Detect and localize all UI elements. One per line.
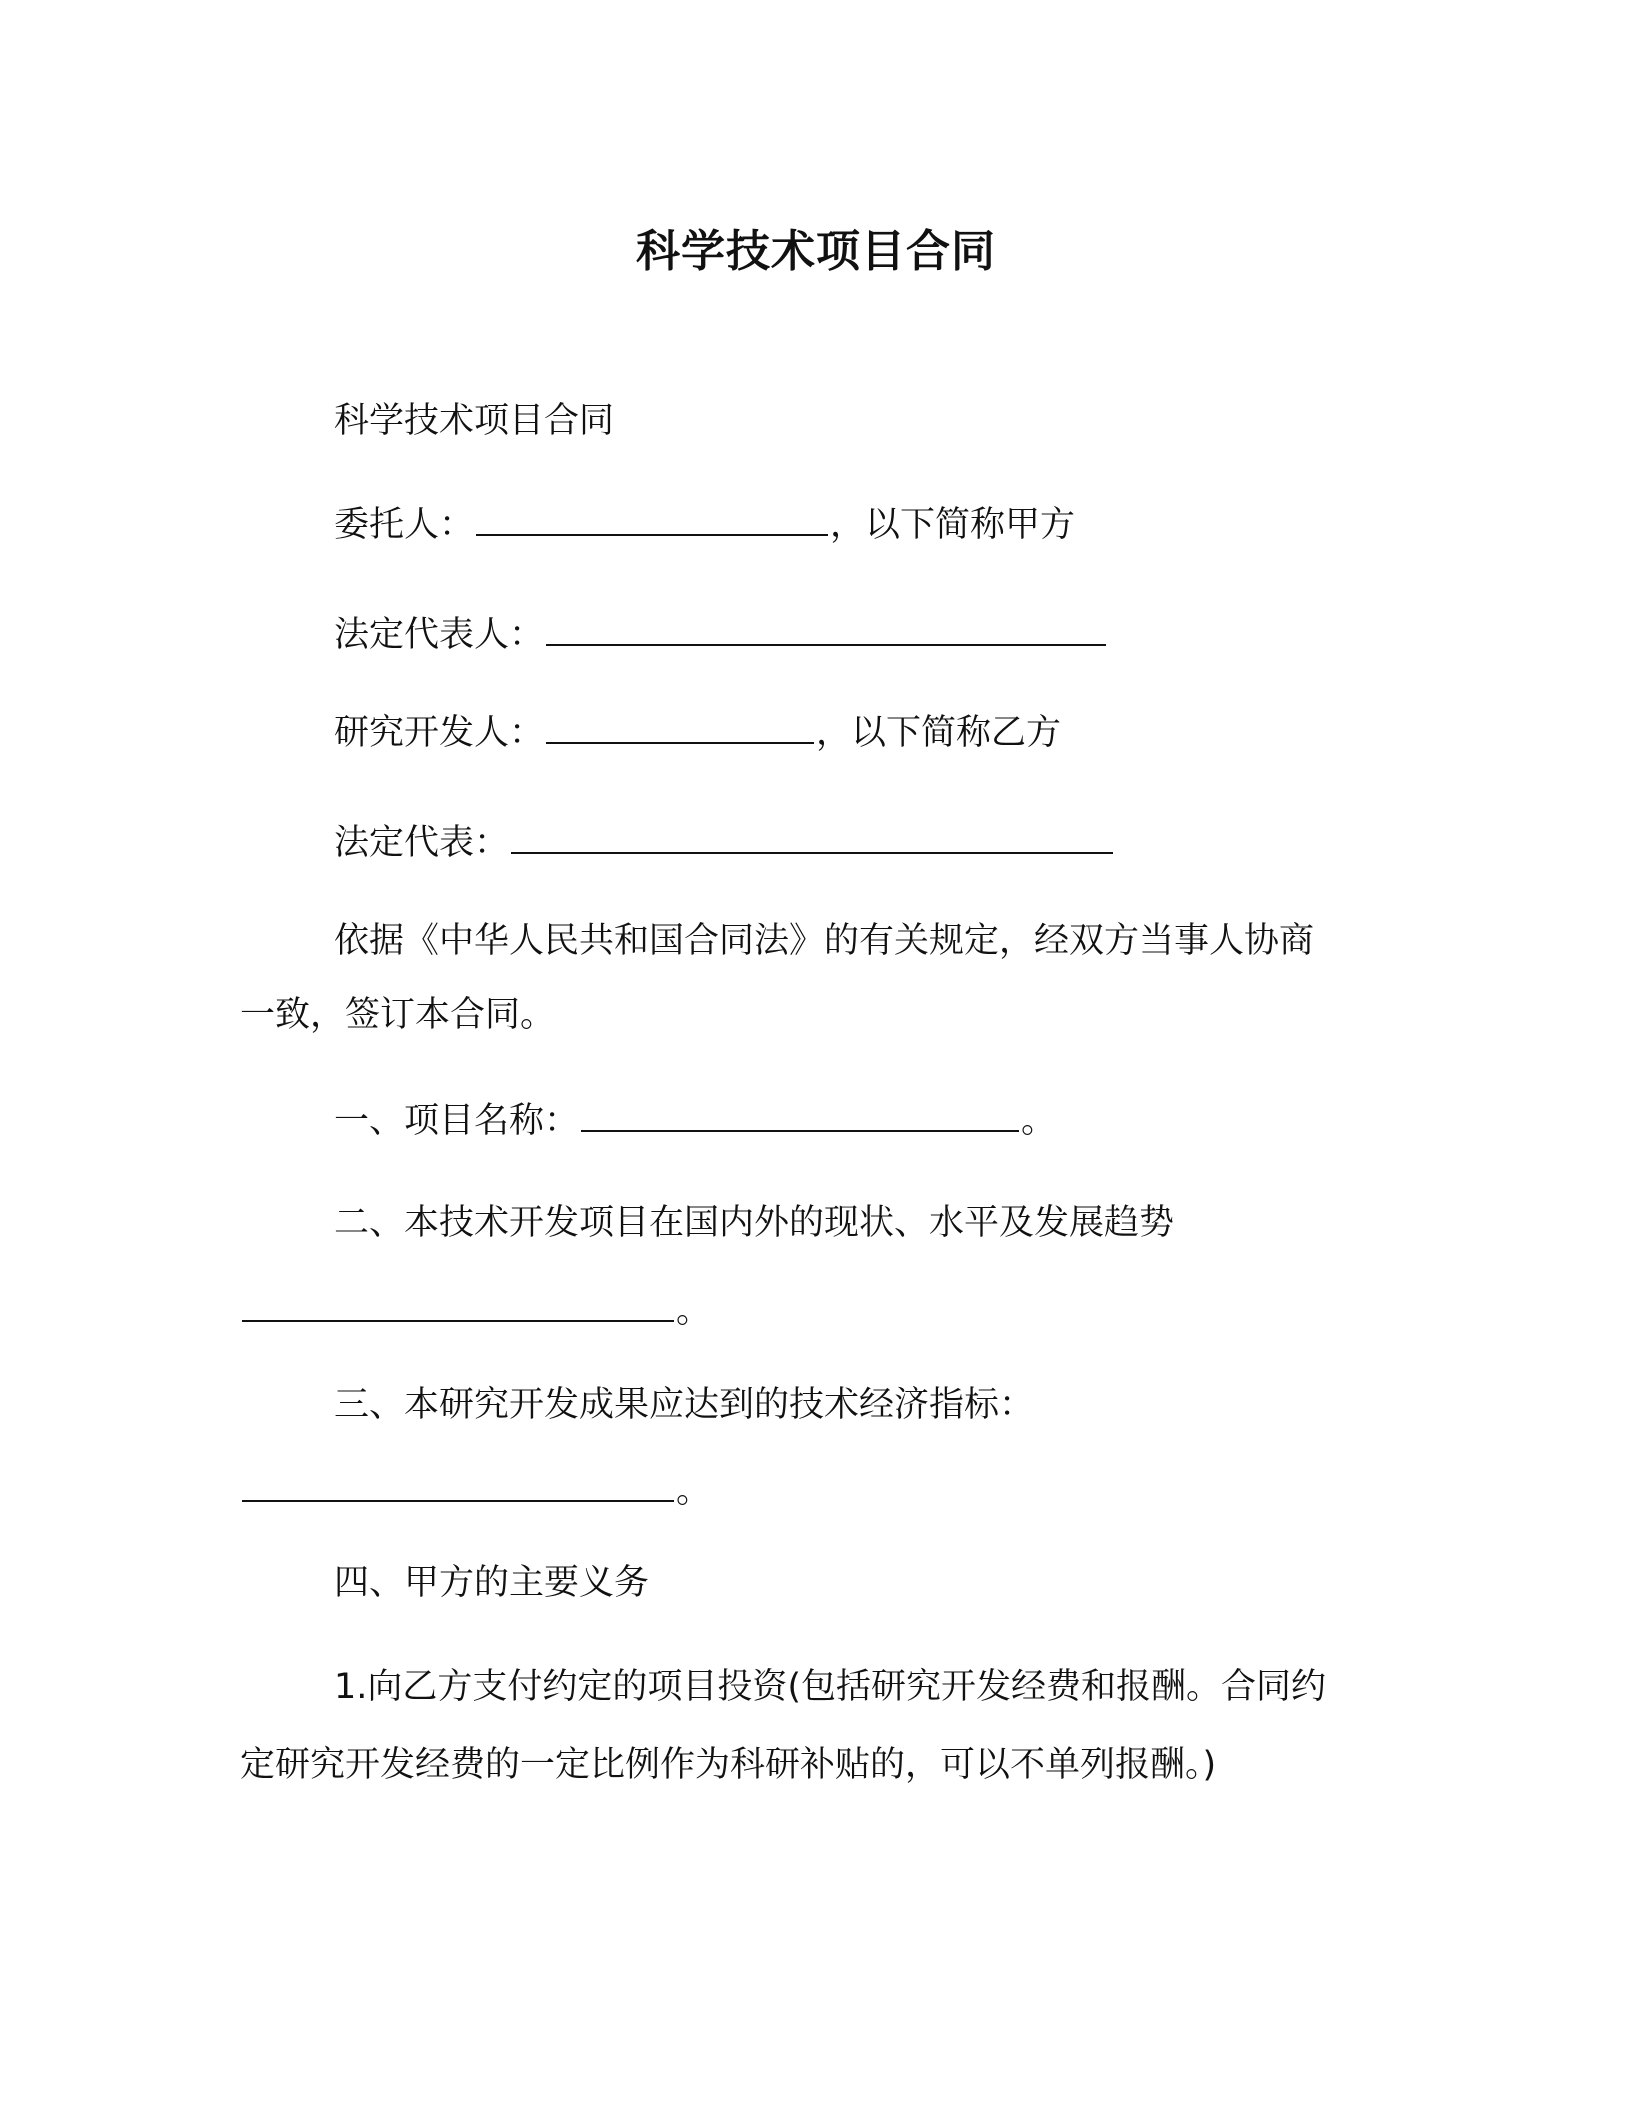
client-suffix: ，以下简称甲方 <box>830 505 1076 545</box>
developer-rep-label: 法定代表： <box>334 823 510 863</box>
developer-line <box>334 708 1061 758</box>
item3-answer-line <box>240 1466 711 1516</box>
item4-heading: 四、甲方的主要义务 <box>334 1563 650 1603</box>
duty1-line-1: 1.向乙方支付约定的项目投资(包括研究开发经费和报酬。合同约 <box>334 1667 1327 1707</box>
item1-line <box>334 1096 1056 1146</box>
basis-line-1: 依据《中华人民共和国合同法》的有关规定，经双方当事人协商 <box>334 921 1315 961</box>
client-rep-label: 法定代表人： <box>334 615 545 655</box>
client-blank[interactable] <box>476 504 828 536</box>
document-title: 科学技术项目合同 <box>636 226 996 277</box>
item1-end: 。 <box>1021 1101 1057 1141</box>
document-subtitle: 科学技术项目合同 <box>334 401 615 441</box>
client-line <box>334 500 1075 550</box>
item3-label: 三、本研究开发成果应达到的技术经济指标： <box>334 1385 1035 1425</box>
developer-blank[interactable] <box>546 712 814 744</box>
developer-label: 研究开发人： <box>334 713 545 753</box>
item2-end: 。 <box>676 1291 712 1331</box>
client-label: 委托人： <box>334 505 475 545</box>
developer-suffix: ，以下简称乙方 <box>816 713 1062 753</box>
item3-blank[interactable] <box>242 1470 674 1502</box>
item1-label: 一、项目名称： <box>334 1101 580 1141</box>
client-rep-blank[interactable] <box>546 614 1106 646</box>
item2-label: 二、本技术开发项目在国内外的现状、水平及发展趋势 <box>334 1203 1175 1243</box>
basis-line-2: 一致，签订本合同。 <box>240 995 556 1035</box>
developer-rep-blank[interactable] <box>511 822 1113 854</box>
item2-blank[interactable] <box>242 1290 674 1322</box>
duty1-line-2: 定研究开发经费的一定比例作为科研补贴的，可以不单列报酬。) <box>240 1745 1217 1785</box>
item1-blank[interactable] <box>581 1100 1019 1132</box>
item2-answer-line <box>240 1286 711 1336</box>
developer-rep-line <box>334 818 1115 868</box>
client-rep-line <box>334 610 1108 660</box>
item3-end: 。 <box>676 1471 712 1511</box>
